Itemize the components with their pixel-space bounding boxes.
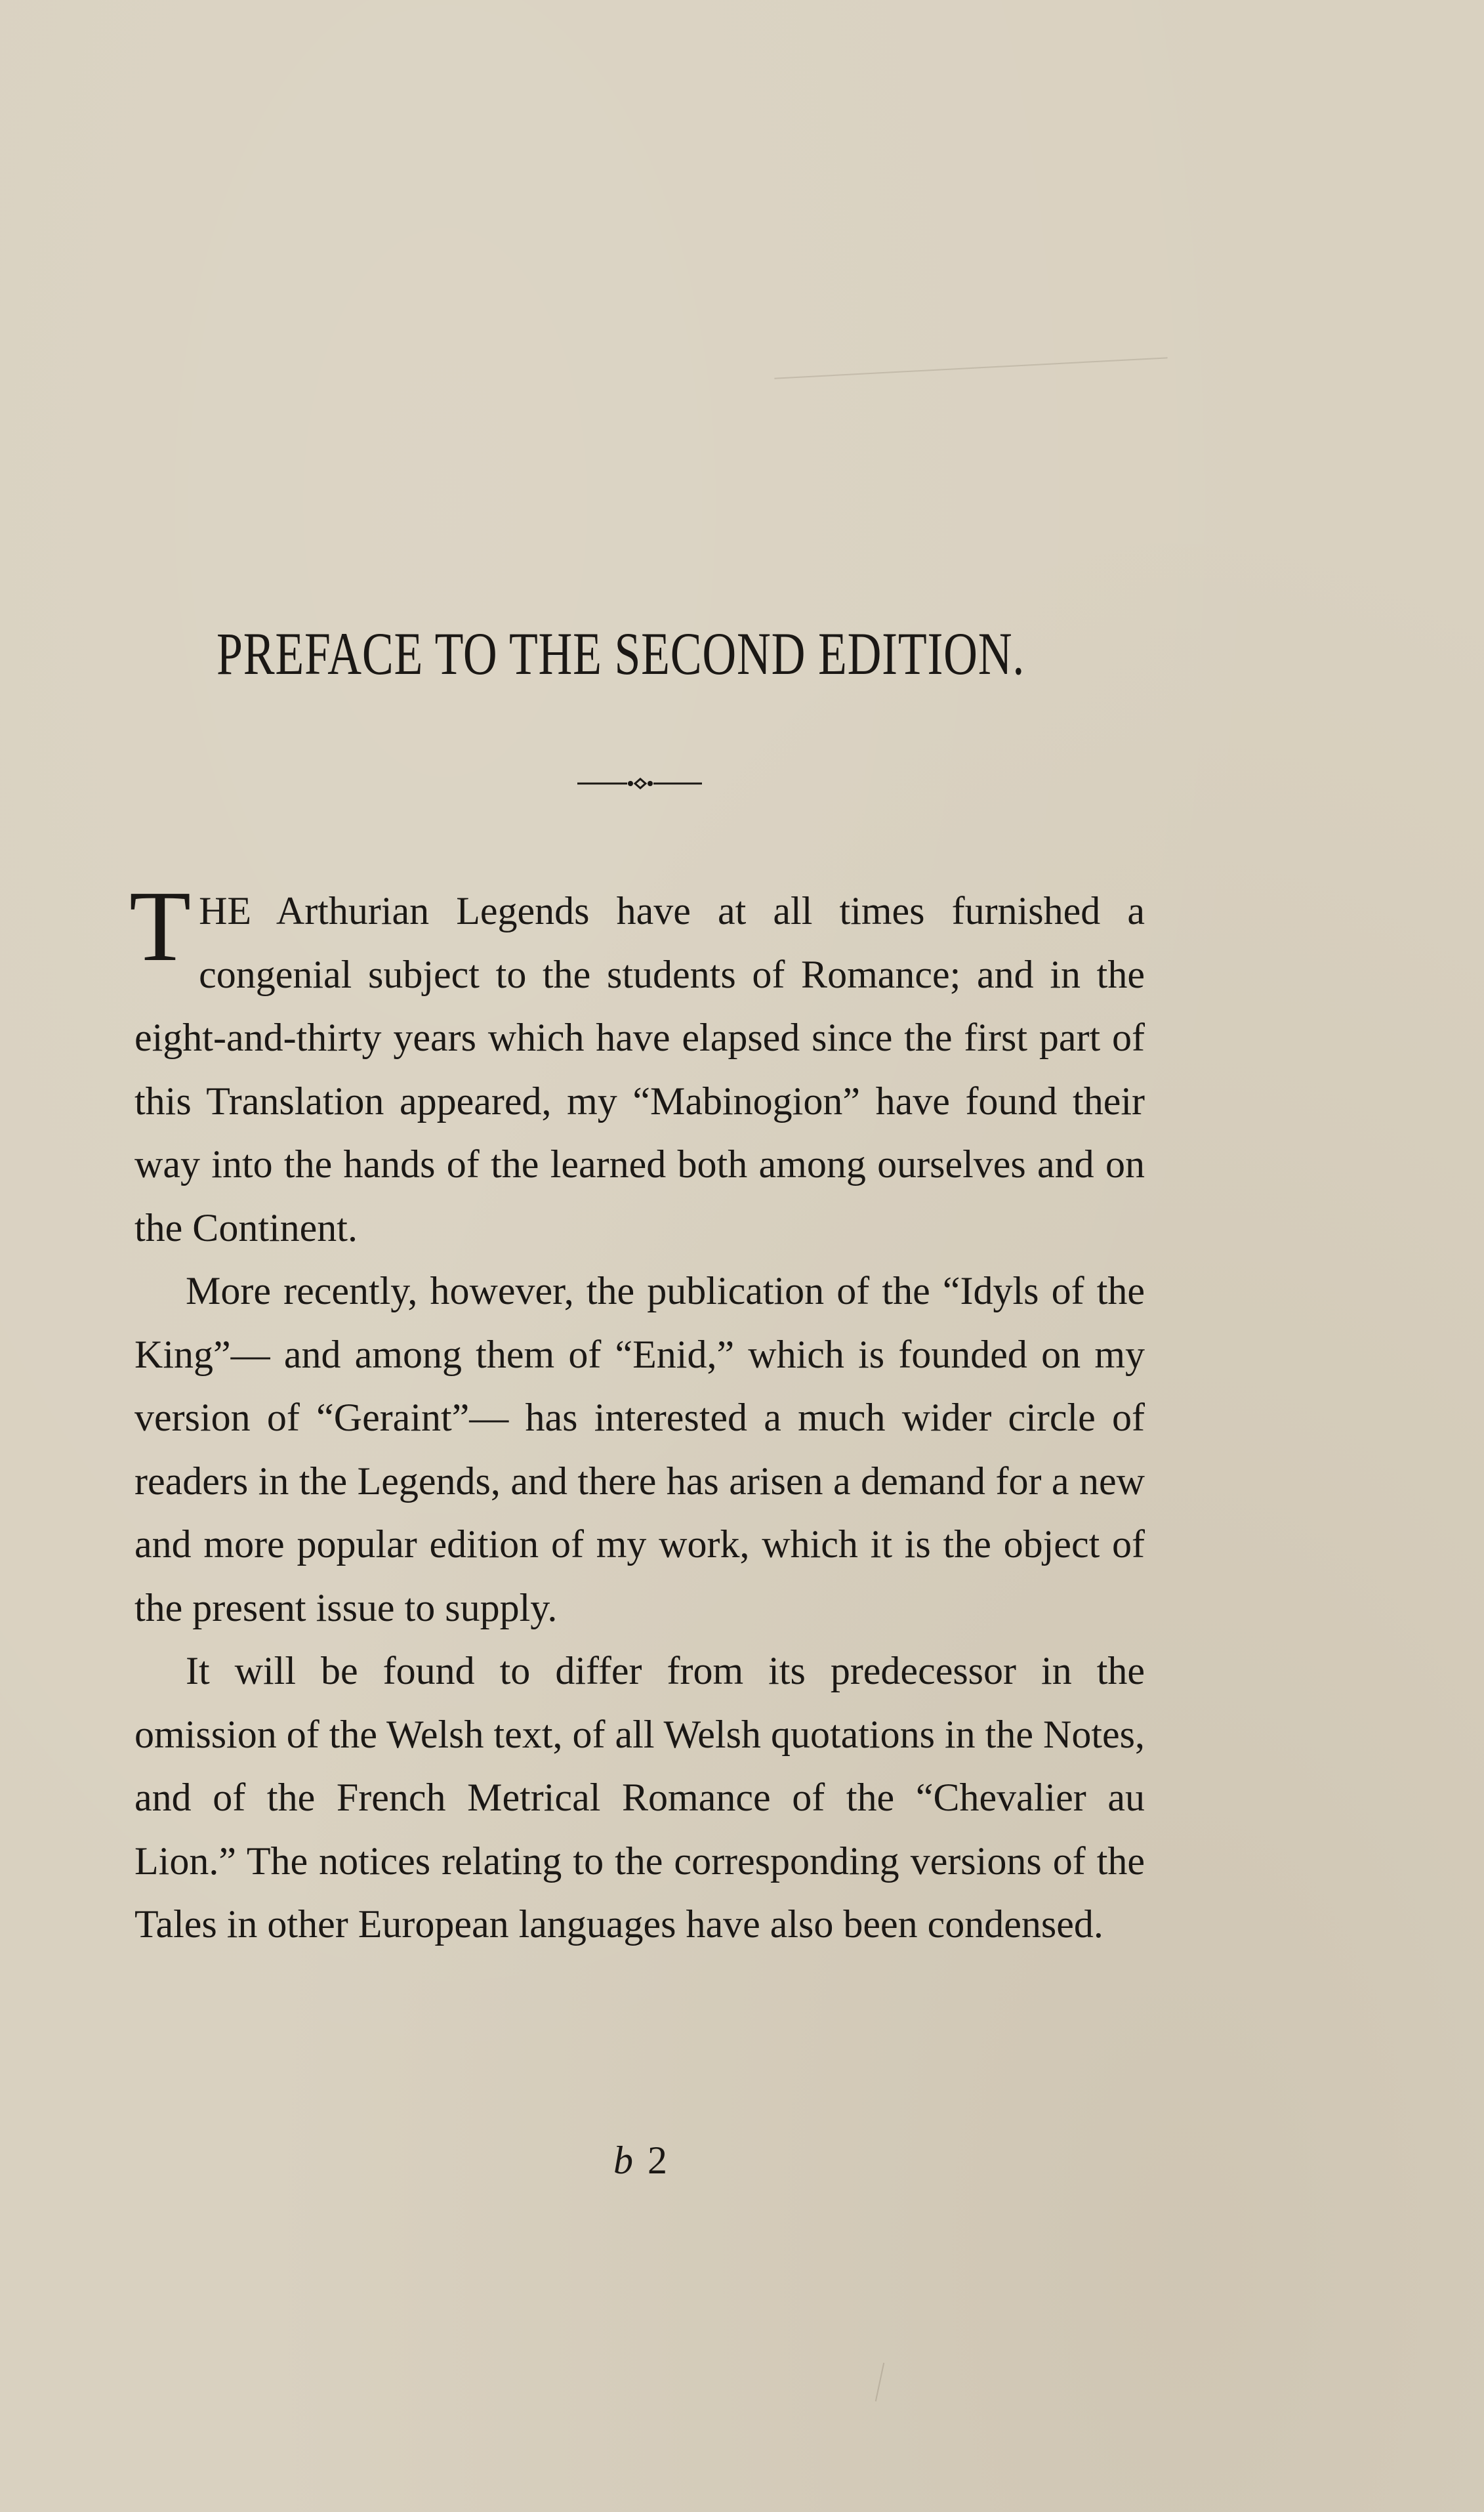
paper-crease-mark: [774, 357, 1167, 379]
ornamental-rule: [577, 776, 702, 791]
paragraph-3: It will be found to differ from its predecessor in the omission of the Welsh text, of all Welsh quotations in the Notes, and of the French Metrical Romance of the “Chevalier au Lion.” The notices relating to the corresponding versions of the Tales in other European languages have also been condensed.: [134, 1649, 1145, 1946]
page-title: PREFACE TO THE SECOND EDITION.: [216, 620, 1025, 687]
signature-number: 2: [648, 2139, 667, 2182]
paragraph-1-text: HE Arthurian Legends have at all times furnished a congenial subject to the students of Romance; and in the eight-and-thirty years which have elapsed since the first part of this Translation appeared, my “Mabinogion” have found their way into the hands of the learned both among ourselves and on the Continent.: [134, 889, 1145, 1249]
paragraph-2: More recently, however, the publication of the “Idyls of the King”— and among them of “Enid,” which is founded on my version of “Geraint”— has interested a much wider circle of readers in the Legends, and there has arisen a demand for a new and more popular edition of my work, which it is the object of the present issue to supply.: [134, 1269, 1145, 1629]
body-text: [129, 871, 1145, 1956]
drop-cap: T: [129, 871, 192, 982]
signature-letter: b: [613, 2139, 633, 2182]
paper-speck: [875, 2362, 884, 2401]
signature-mark: [613, 2141, 667, 2180]
paragraph-1: [129, 871, 1145, 1259]
